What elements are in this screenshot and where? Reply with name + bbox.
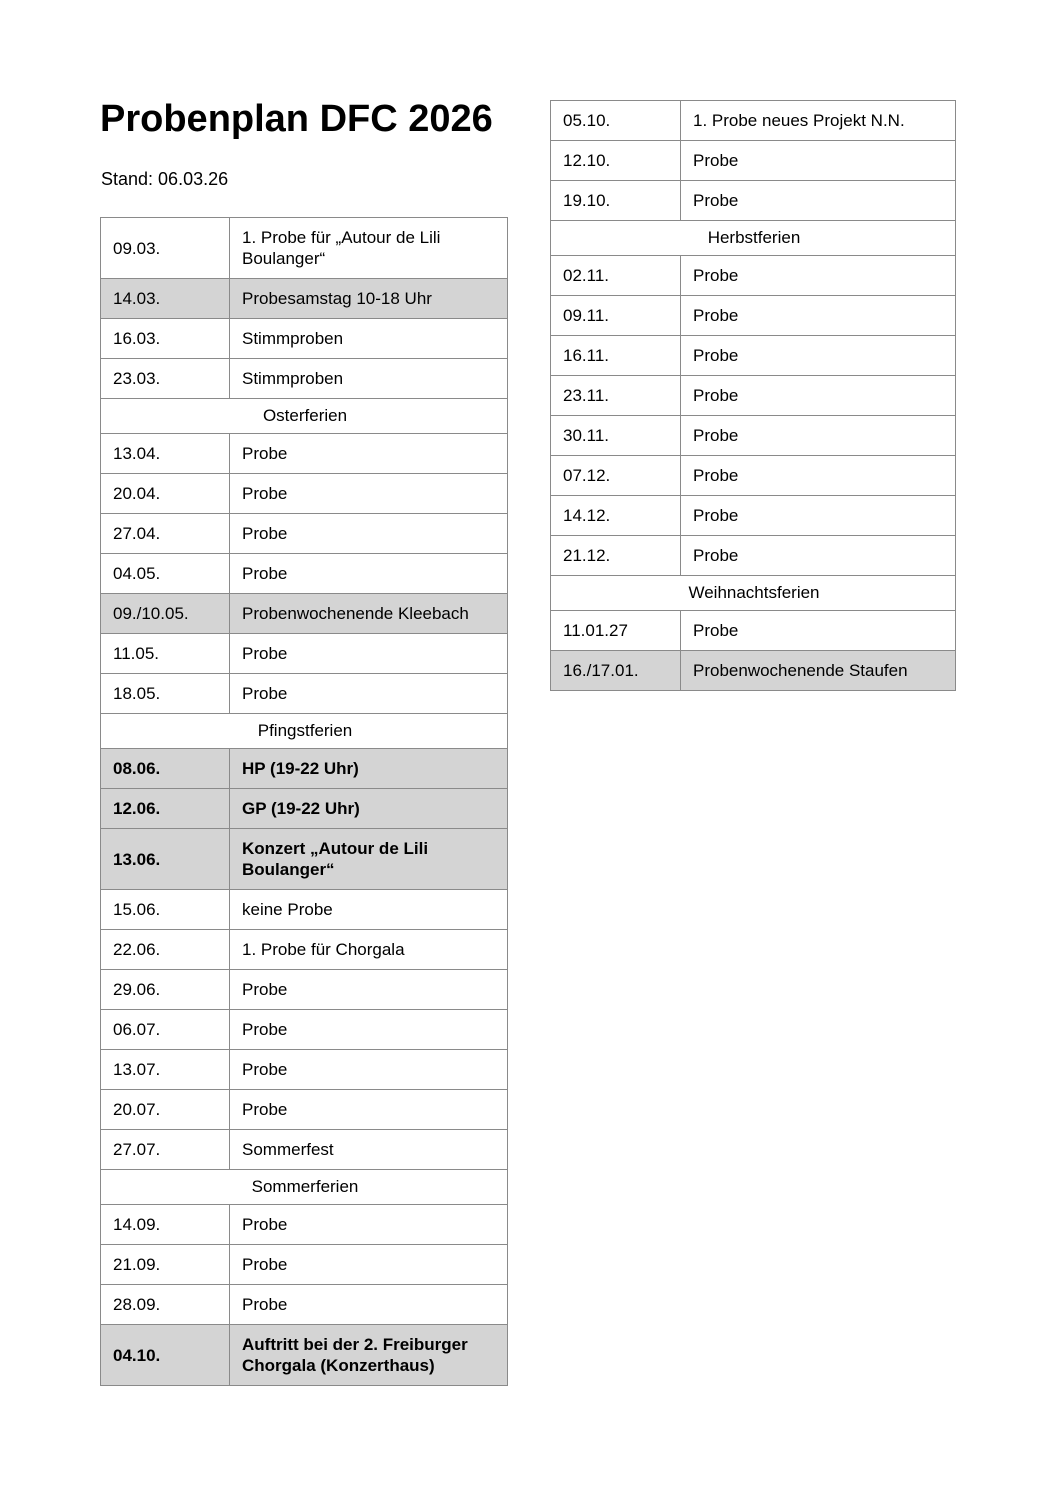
schedule-row: [101, 1050, 508, 1090]
date-cell: 05.10.: [551, 101, 681, 141]
schedule-row: [101, 789, 508, 829]
date-cell: 16.03.: [101, 319, 230, 359]
holiday-section-row: [101, 1170, 508, 1205]
schedule-row: [551, 256, 956, 296]
event-cell: 1. Probe für Chorgala: [230, 930, 508, 970]
schedule-row: [101, 1130, 508, 1170]
schedule-row: [101, 594, 508, 634]
date-cell: 11.05.: [101, 634, 230, 674]
schedule-row: [101, 1285, 508, 1325]
schedule-row: [551, 141, 956, 181]
date-cell: 12.06.: [101, 789, 230, 829]
date-cell: 09.03.: [101, 218, 230, 279]
event-cell: Probe: [230, 674, 508, 714]
schedule-row: [551, 101, 956, 141]
schedule-row: [101, 890, 508, 930]
holiday-label: Weihnachtsferien: [551, 576, 956, 611]
date-cell: 30.11.: [551, 416, 681, 456]
date-cell: 22.06.: [101, 930, 230, 970]
date-cell: 21.12.: [551, 536, 681, 576]
date-cell: 20.04.: [101, 474, 230, 514]
date-cell: 16./17.01.: [551, 651, 681, 691]
holiday-label: Osterferien: [101, 399, 508, 434]
event-cell: Probe: [230, 1010, 508, 1050]
schedule-row: [551, 456, 956, 496]
date-cell: 15.06.: [101, 890, 230, 930]
schedule-row: [101, 749, 508, 789]
schedule-table-left: [100, 217, 508, 1386]
holiday-label: Pfingstferien: [101, 714, 508, 749]
date-cell: 23.11.: [551, 376, 681, 416]
event-cell: Probe: [230, 1205, 508, 1245]
holiday-section-row: [551, 576, 956, 611]
date-cell: 08.06.: [101, 749, 230, 789]
date-cell: 18.05.: [101, 674, 230, 714]
schedule-row: [551, 181, 956, 221]
schedule-row: [101, 829, 508, 890]
event-cell: Probe: [230, 1285, 508, 1325]
date-cell: 23.03.: [101, 359, 230, 399]
event-cell: Probe: [681, 296, 956, 336]
event-cell: Auftritt bei der 2. Freiburger Chorgala (Konzerthaus): [230, 1325, 508, 1386]
event-cell: Konzert „Autour de Lili Boulanger“: [230, 829, 508, 890]
event-cell: Probe: [230, 554, 508, 594]
schedule-row: [551, 296, 956, 336]
event-cell: Probe: [230, 514, 508, 554]
schedule-row: [101, 434, 508, 474]
schedule-row: [101, 1245, 508, 1285]
event-cell: Probe: [681, 536, 956, 576]
schedule-row: [551, 416, 956, 456]
schedule-row: [551, 651, 956, 691]
event-cell: Probe: [681, 336, 956, 376]
event-cell: Probe: [681, 496, 956, 536]
event-cell: Probe: [681, 416, 956, 456]
schedule-row: [101, 1090, 508, 1130]
schedule-row: [101, 279, 508, 319]
schedule-row: [101, 359, 508, 399]
date-cell: 19.10.: [551, 181, 681, 221]
schedule-row: [551, 496, 956, 536]
event-cell: GP (19-22 Uhr): [230, 789, 508, 829]
event-cell: Probe: [230, 970, 508, 1010]
schedule-row: [101, 674, 508, 714]
schedule-row: [551, 336, 956, 376]
event-cell: Probe: [681, 181, 956, 221]
event-cell: Probe: [230, 474, 508, 514]
date-cell: 04.10.: [101, 1325, 230, 1386]
date-cell: 09./10.05.: [101, 594, 230, 634]
stand-date: Stand: 06.03.26: [101, 169, 229, 189]
date-cell: 09.11.: [551, 296, 681, 336]
date-cell: 21.09.: [101, 1245, 230, 1285]
schedule-row: [101, 218, 508, 279]
schedule-row: [101, 554, 508, 594]
event-cell: Probe: [230, 1050, 508, 1090]
date-cell: 16.11.: [551, 336, 681, 376]
holiday-label: Sommerferien: [101, 1170, 508, 1205]
schedule-row: [101, 1325, 508, 1386]
date-cell: 27.07.: [101, 1130, 230, 1170]
date-cell: 29.06.: [101, 970, 230, 1010]
schedule-row: [101, 514, 508, 554]
event-cell: Stimmproben: [230, 359, 508, 399]
date-cell: 14.12.: [551, 496, 681, 536]
date-cell: 13.04.: [101, 434, 230, 474]
date-cell: 13.06.: [101, 829, 230, 890]
event-cell: Probesamstag 10-18 Uhr: [230, 279, 508, 319]
holiday-label: Herbstferien: [551, 221, 956, 256]
schedule-row: [101, 474, 508, 514]
schedule-row: [551, 536, 956, 576]
event-cell: Probe: [681, 141, 956, 181]
page-title: Probenplan DFC 2026: [100, 98, 493, 140]
event-cell: Probe: [230, 434, 508, 474]
event-cell: Stimmproben: [230, 319, 508, 359]
date-cell: 11.01.27: [551, 611, 681, 651]
date-cell: 28.09.: [101, 1285, 230, 1325]
date-cell: 13.07.: [101, 1050, 230, 1090]
date-cell: 02.11.: [551, 256, 681, 296]
event-cell: Probenwochenende Kleebach: [230, 594, 508, 634]
holiday-section-row: [551, 221, 956, 256]
date-cell: 04.05.: [101, 554, 230, 594]
schedule-row: [101, 634, 508, 674]
event-cell: HP (19-22 Uhr): [230, 749, 508, 789]
date-cell: 12.10.: [551, 141, 681, 181]
schedule-row: [101, 1010, 508, 1050]
schedule-row: [101, 970, 508, 1010]
event-cell: 1. Probe neues Projekt N.N.: [681, 101, 956, 141]
event-cell: Probe: [230, 634, 508, 674]
holiday-section-row: [101, 714, 508, 749]
date-cell: 06.07.: [101, 1010, 230, 1050]
date-cell: 14.03.: [101, 279, 230, 319]
event-cell: Probenwochenende Staufen: [681, 651, 956, 691]
schedule-table-right: [550, 100, 956, 691]
date-cell: 27.04.: [101, 514, 230, 554]
date-cell: 20.07.: [101, 1090, 230, 1130]
holiday-section-row: [101, 399, 508, 434]
event-cell: Probe: [681, 256, 956, 296]
date-cell: 07.12.: [551, 456, 681, 496]
schedule-row: [101, 930, 508, 970]
event-cell: Probe: [230, 1090, 508, 1130]
schedule-row: [551, 376, 956, 416]
event-cell: Probe: [681, 456, 956, 496]
event-cell: Probe: [681, 611, 956, 651]
schedule-row: [101, 319, 508, 359]
event-cell: Sommerfest: [230, 1130, 508, 1170]
event-cell: Probe: [230, 1245, 508, 1285]
date-cell: 14.09.: [101, 1205, 230, 1245]
schedule-row: [101, 1205, 508, 1245]
event-cell: keine Probe: [230, 890, 508, 930]
event-cell: 1. Probe für „Autour de Lili Boulanger“: [230, 218, 508, 279]
schedule-row: [551, 611, 956, 651]
event-cell: Probe: [681, 376, 956, 416]
